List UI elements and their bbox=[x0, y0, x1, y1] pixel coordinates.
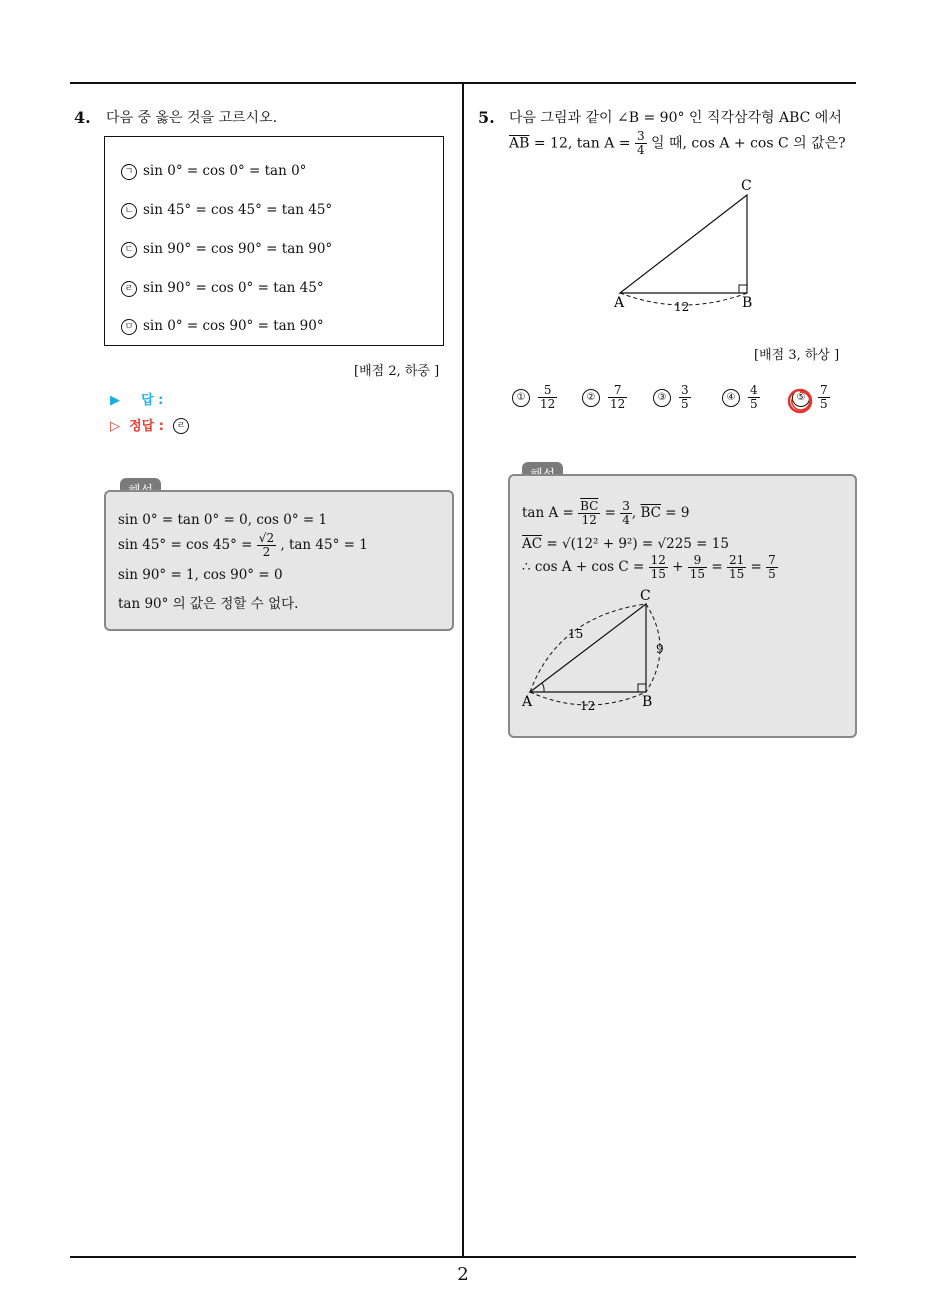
column-divider bbox=[462, 83, 464, 1257]
q5-number: 5. bbox=[478, 108, 495, 127]
label-a-2: A bbox=[522, 694, 533, 710]
q4-item-2: ㄴ sin 45° = cos 45° = tan 45° bbox=[121, 202, 332, 219]
q4-score-meta: [배점 2, 하중 ] bbox=[354, 364, 440, 379]
label-b: B bbox=[742, 295, 753, 311]
bottom-rule bbox=[70, 1256, 856, 1258]
triangle-abc-solution bbox=[530, 604, 646, 692]
q5-option-3[interactable]: ③ $\frac{3}{5}$ bbox=[653, 384, 691, 411]
q5-question-line-2: $\overline{AB} = 12$, tan A = $\frac{3}{4}$ 일 때, cos A + cos C 의 값은? bbox=[509, 129, 846, 157]
label-base-12: 12 bbox=[674, 300, 690, 314]
q5-score-meta: [배점 3, 하상 ] bbox=[754, 348, 840, 363]
q4-explain-line-1: sin 0° = tan 0° = 0, cos 0° = 1 bbox=[118, 512, 328, 528]
q4-question: 다음 중 옳은 것을 고르시오. bbox=[106, 110, 278, 126]
q5-explain-line-1: tan A = $\frac{\overline{BC}}{12}$ = $\frac{3}{4}$ , $\overline{BC} = 9$ bbox=[522, 499, 690, 527]
q4-explanation-box bbox=[104, 490, 454, 631]
page-number: 2 bbox=[457, 1264, 469, 1285]
q4-explain-line-4: tan 90° 의 값은 정할 수 없다. bbox=[118, 596, 299, 612]
label-base-12-2: 12 bbox=[580, 699, 596, 713]
label-b-2: B bbox=[642, 694, 653, 710]
q4-explain-line-2: sin 45° = cos 45° = $\frac{√2}{2}$ , tan 45° = 1 bbox=[118, 531, 368, 559]
outline-play-icon: ▷ bbox=[110, 419, 120, 434]
q4-item-3: ㄷ sin 90° = cos 90° = tan 90° bbox=[121, 241, 332, 258]
right-angle-mark bbox=[739, 285, 747, 293]
q4-explain-line-3: sin 90° = 1, cos 90° = 0 bbox=[118, 567, 283, 583]
q4-answer-row bbox=[110, 389, 163, 408]
q5-explain-line-3: ∴ cos A + cos C = $\frac{12}{15}$ + $\frac{9}{15}$ = $\frac{21}{15}$ = $\frac{7}{5}$ bbox=[522, 553, 776, 581]
q5-triangle-figure bbox=[600, 175, 770, 315]
triangle-abc bbox=[620, 195, 747, 293]
label-side-9: 9 bbox=[656, 642, 664, 656]
q4-item-4: ㄹ sin 90° = cos 0° = tan 45° bbox=[121, 280, 324, 297]
q4-correct-label: 정답 : bbox=[129, 419, 164, 434]
q5-explanation-box bbox=[508, 474, 857, 738]
q4-item-1: ㄱ sin 0° = cos 0° = tan 0° bbox=[121, 163, 306, 180]
q5-explain-line-2: $\overline{AC} = √(12^2 + 9^2) = √225 = 15$ bbox=[522, 536, 729, 552]
label-c-2: C bbox=[640, 588, 651, 604]
q5-question-line-1: 다음 그림과 같이 ∠B = 90° 인 직각삼각형 ABC 에서 bbox=[509, 110, 842, 126]
q5-option-2[interactable]: ② $\frac{7}{12}$ bbox=[582, 384, 627, 411]
q5-explain-triangle-figure bbox=[518, 586, 678, 726]
angle-a-arc bbox=[542, 683, 544, 692]
q5-option-4[interactable]: ④ $\frac{4}{5}$ bbox=[722, 384, 760, 411]
q4-correct-row bbox=[110, 415, 195, 434]
label-hyp-15: 15 bbox=[568, 627, 584, 641]
label-a: A bbox=[614, 295, 625, 311]
q5-option-5[interactable]: ⑤ $\frac{7}{5}$ bbox=[792, 384, 830, 411]
q4-item-5: ㅁ sin 0° = cos 90° = tan 90° bbox=[121, 318, 324, 335]
q4-choice-box bbox=[104, 136, 444, 346]
q4-correct-value: ㄹ bbox=[173, 418, 189, 434]
q4-answer-label: 답 : bbox=[141, 393, 164, 408]
q5-option-1[interactable]: ① $\frac{5}{12}$ bbox=[512, 384, 557, 411]
q4-number: 4. bbox=[74, 108, 91, 127]
selected-answer-circle-icon bbox=[786, 387, 816, 417]
play-icon: ▶ bbox=[110, 393, 120, 408]
right-angle-mark-2 bbox=[638, 684, 646, 692]
label-c: C bbox=[741, 178, 752, 194]
